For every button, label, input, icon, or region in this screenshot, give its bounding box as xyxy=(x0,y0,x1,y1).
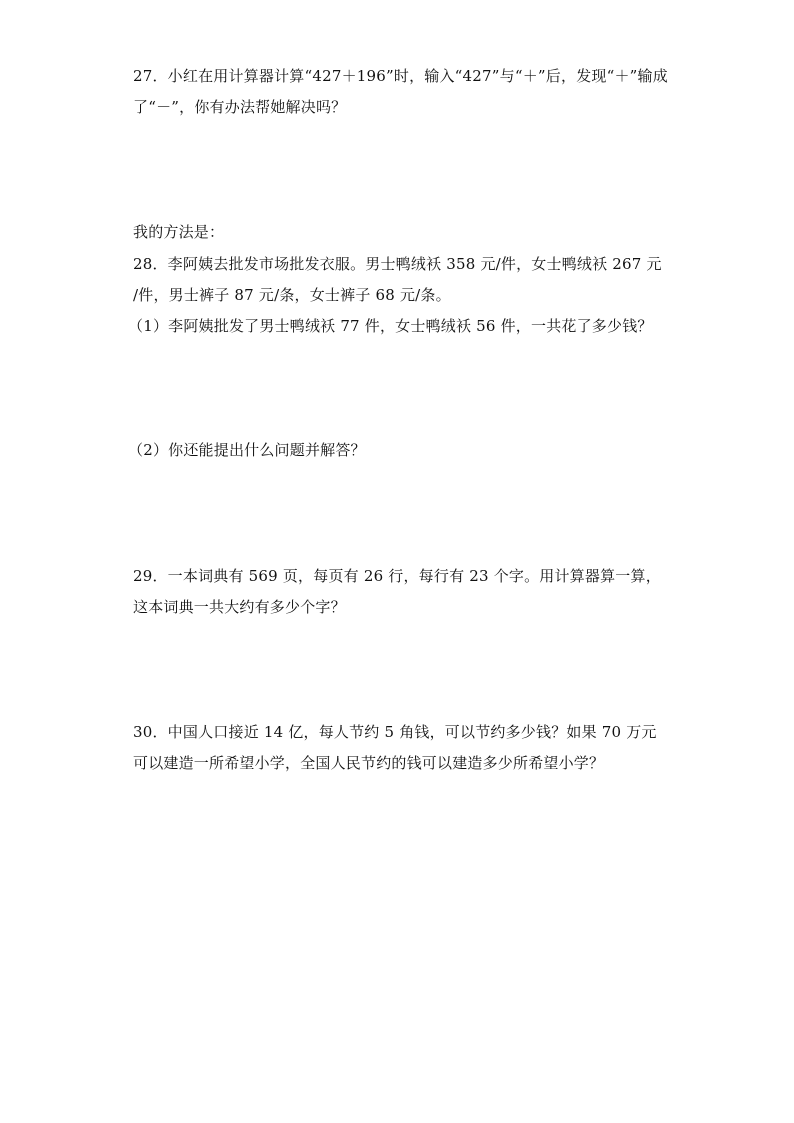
question-27-line-2: 了“－”，你有办法帮她解决吗？ xyxy=(133,98,347,116)
question-30-line-1: 30．中国人口接近 14 亿，每人节约 5 角钱，可以节约多少钱？如果 70 万元 xyxy=(133,723,657,741)
question-29-line-1: 29．一本词典有 569 页，每页有 26 行，每行有 23 个字。用计算器算一算， xyxy=(133,567,661,585)
question-28-part-1: （1）李阿姨批发了男士鸭绒袄 77 件，女士鸭绒袄 56 件，一共花了多少钱？ xyxy=(128,317,653,335)
question-28-part-2: （2）你还能提出什么问题并解答？ xyxy=(128,441,366,459)
question-28-line-2: /件，男士裤子 87 元/条，女士裤子 68 元/条。 xyxy=(133,286,451,304)
question-27-line-1: 27．小红在用计算器计算“427＋196”时，输入“427”与“＋”后，发现“＋”输成 xyxy=(133,67,668,85)
question-29-line-2: 这本词典一共大约有多少个字？ xyxy=(133,598,346,616)
question-28-line-1: 28．李阿姨去批发市场批发衣服。男士鸭绒袄 358 元/件，女士鸭绒袄 267 元 xyxy=(133,255,662,273)
answer-method-label: 我的方法是： xyxy=(133,223,225,241)
question-30-line-2: 可以建造一所希望小学，全国人民节约的钱可以建造多少所希望小学？ xyxy=(133,754,605,772)
